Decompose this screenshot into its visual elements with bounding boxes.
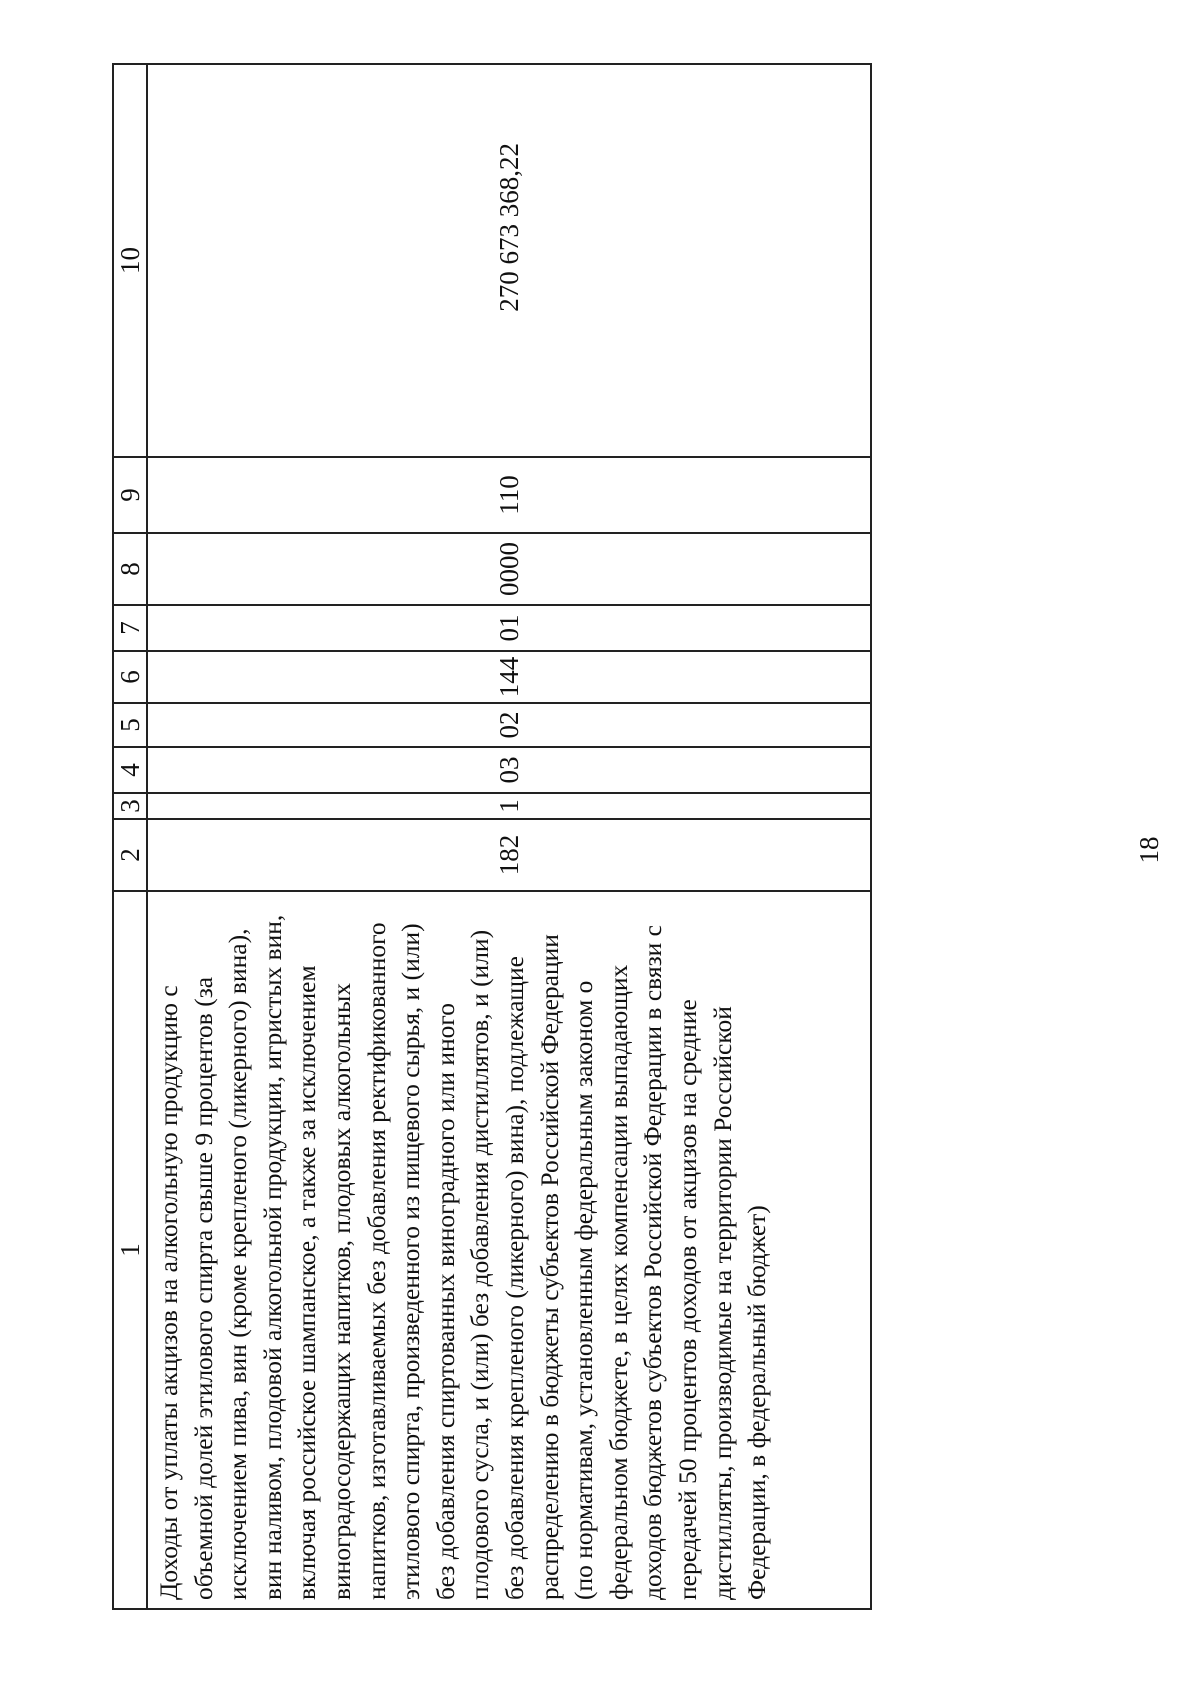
description-line: этилового спирта, произведенного из пищевого сырья, и (или) — [396, 923, 426, 1600]
description-line: дистилляты, производимые на территории Российской — [707, 1006, 737, 1600]
revenue-description — [147, 891, 871, 1609]
header-col-8: 8 — [113, 533, 147, 605]
description-line: плодового сусла, и (или) без добавления дистиллятов, и (или) — [465, 929, 495, 1600]
page-number: 18 — [1134, 836, 1164, 864]
code-subgroup: 03 — [147, 747, 871, 793]
header-col-2: 2 — [113, 819, 147, 891]
header-col-5: 5 — [113, 703, 147, 747]
description-line: исключением пива, вин (кроме крепленого (ликерного) вина), — [223, 928, 253, 1600]
code-program: 0000 — [147, 533, 871, 605]
description-line: вин наливом, плодовой алкогольной продукции, игристых вин, — [257, 914, 287, 1600]
description-line: виноградосодержащих напитков, плодовых алкогольных — [326, 982, 356, 1600]
code-article: 02 — [147, 703, 871, 747]
description-line: доходов бюджетов субъектов Российской Федерации в связи с — [638, 925, 668, 1600]
header-col-1: 1 — [113, 891, 147, 1609]
description-line: федеральном бюджете, в целях компенсации выпадающих — [603, 964, 633, 1600]
header-col-7: 7 — [113, 605, 147, 651]
description-line: распределению в бюджеты субъектов Российской Федерации — [534, 934, 564, 1600]
description-line: объемной долей этилового спирта свыше 9 процентов (за — [188, 976, 218, 1600]
description-line: Доходы от уплаты акцизов на алкогольную продукцию с — [154, 985, 183, 1600]
header-col-9: 9 — [113, 457, 147, 533]
code-admin: 182 — [147, 819, 871, 891]
description-line: без добавления крепленого (ликерного) вина), подлежащие — [499, 956, 529, 1600]
description-line: (по нормативам, установленным федеральным законом о — [569, 980, 599, 1600]
header-col-4: 4 — [113, 747, 147, 793]
code-subarticle: 144 — [147, 651, 871, 703]
description-line: передачей 50 процентов доходов от акцизов на средние — [672, 999, 702, 1600]
code-economic-class: 110 — [147, 457, 871, 533]
table-header-row — [113, 64, 147, 1609]
amount-value: 270 673 368,22 — [147, 64, 871, 457]
header-col-3: 3 — [113, 793, 147, 819]
description-line: без добавления спиртованных виноградного или иного — [430, 1003, 460, 1600]
code-element: 01 — [147, 605, 871, 651]
header-col-10: 10 — [113, 64, 147, 457]
budget-revenue-table — [112, 63, 872, 1610]
description-line: Федерации, в федеральный бюджет) — [742, 1205, 772, 1600]
header-col-6: 6 — [113, 651, 147, 703]
description-line: напитков, изготавливаемых без добавления ректификованного — [361, 922, 391, 1600]
table-row — [147, 64, 871, 1609]
code-group: 1 — [147, 793, 871, 819]
description-line: включая российское шампанское, а также за исключением — [292, 965, 322, 1600]
